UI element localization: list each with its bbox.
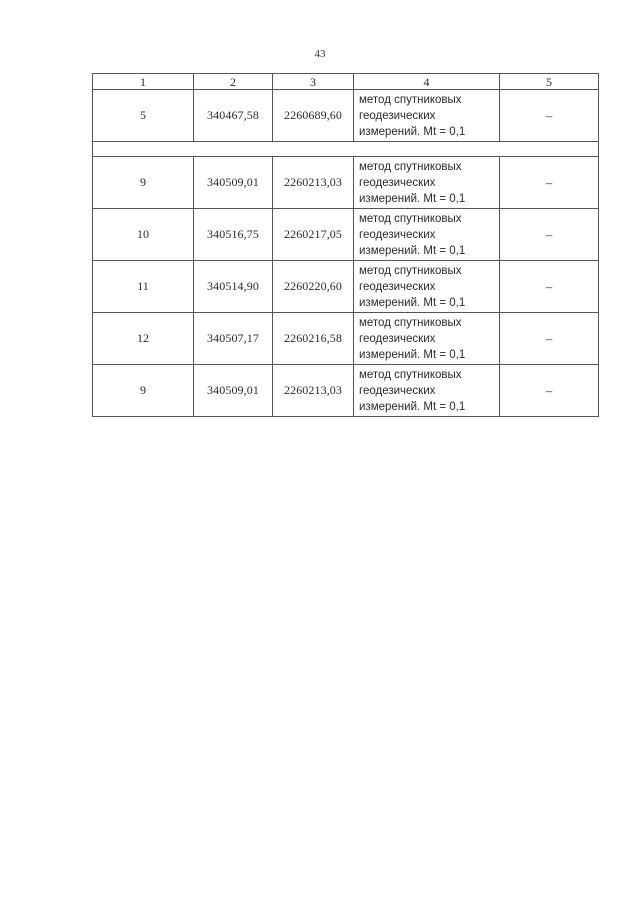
column-5-cell: – bbox=[500, 365, 599, 417]
method-line: геодезических bbox=[359, 109, 436, 122]
method-cell bbox=[354, 209, 500, 261]
header-col-4: 4 bbox=[354, 74, 500, 90]
column-5-cell: – bbox=[500, 90, 599, 142]
column-5-cell: – bbox=[500, 313, 599, 365]
column-5-cell: – bbox=[500, 261, 599, 313]
x-coordinate-cell: 340507,17 bbox=[194, 313, 273, 365]
y-coordinate-cell: 2260216,58 bbox=[273, 313, 354, 365]
table-row bbox=[93, 313, 599, 365]
method-cell bbox=[354, 157, 500, 209]
point-number-cell: 10 bbox=[93, 209, 194, 261]
y-coordinate-cell: 2260217,05 bbox=[273, 209, 354, 261]
x-coordinate-cell: 340516,75 bbox=[194, 209, 273, 261]
method-line: измерений. Mt = 0,1 bbox=[359, 348, 466, 361]
table-row bbox=[93, 90, 599, 142]
method-line: измерений. Mt = 0,1 bbox=[359, 400, 466, 413]
table-header bbox=[93, 74, 599, 90]
table-row bbox=[93, 261, 599, 313]
method-line: геодезических bbox=[359, 228, 436, 241]
table-row bbox=[93, 209, 599, 261]
x-coordinate-cell: 340509,01 bbox=[194, 365, 273, 417]
point-number-cell: 9 bbox=[93, 365, 194, 417]
table-body bbox=[93, 90, 599, 417]
point-number-cell: 12 bbox=[93, 313, 194, 365]
method-line: метод спутниковых bbox=[359, 160, 462, 173]
y-coordinate-cell: 2260689,60 bbox=[273, 90, 354, 142]
header-col-5: 5 bbox=[500, 74, 599, 90]
method-cell bbox=[354, 313, 500, 365]
x-coordinate-cell: 340509,01 bbox=[194, 157, 273, 209]
table-row bbox=[93, 365, 599, 417]
x-coordinate-cell: 340514,90 bbox=[194, 261, 273, 313]
method-cell bbox=[354, 261, 500, 313]
y-coordinate-cell: 2260213,03 bbox=[273, 157, 354, 209]
page-number: 43 bbox=[314, 48, 326, 60]
method-line: метод спутниковых bbox=[359, 93, 462, 106]
column-5-cell: – bbox=[500, 157, 599, 209]
method-line: метод спутниковых bbox=[359, 212, 462, 225]
table-gap-row bbox=[93, 142, 599, 157]
y-coordinate-cell: 2260220,60 bbox=[273, 261, 354, 313]
gap-cell bbox=[93, 142, 599, 157]
header-col-3: 3 bbox=[273, 74, 354, 90]
method-line: геодезических bbox=[359, 332, 436, 345]
method-cell bbox=[354, 90, 500, 142]
method-line: геодезических bbox=[359, 176, 436, 189]
table-row bbox=[93, 157, 599, 209]
column-5-cell: – bbox=[500, 209, 599, 261]
y-coordinate-cell: 2260213,03 bbox=[273, 365, 354, 417]
point-number-cell: 5 bbox=[93, 90, 194, 142]
point-number-cell: 11 bbox=[93, 261, 194, 313]
header-col-1: 1 bbox=[93, 74, 194, 90]
header-col-2: 2 bbox=[194, 74, 273, 90]
method-line: геодезических bbox=[359, 280, 436, 293]
header-row bbox=[93, 74, 599, 90]
method-line: метод спутниковых bbox=[359, 368, 462, 381]
x-coordinate-cell: 340467,58 bbox=[194, 90, 273, 142]
method-line: геодезических bbox=[359, 384, 436, 397]
method-line: метод спутниковых bbox=[359, 316, 462, 329]
method-line: измерений. Mt = 0,1 bbox=[359, 192, 466, 205]
point-number-cell: 9 bbox=[93, 157, 194, 209]
method-line: измерений. Mt = 0,1 bbox=[359, 244, 466, 257]
method-cell bbox=[354, 365, 500, 417]
coordinates-table bbox=[92, 73, 599, 417]
method-line: метод спутниковых bbox=[359, 264, 462, 277]
method-line: измерений. Mt = 0,1 bbox=[359, 125, 466, 138]
method-line: измерений. Mt = 0,1 bbox=[359, 296, 466, 309]
